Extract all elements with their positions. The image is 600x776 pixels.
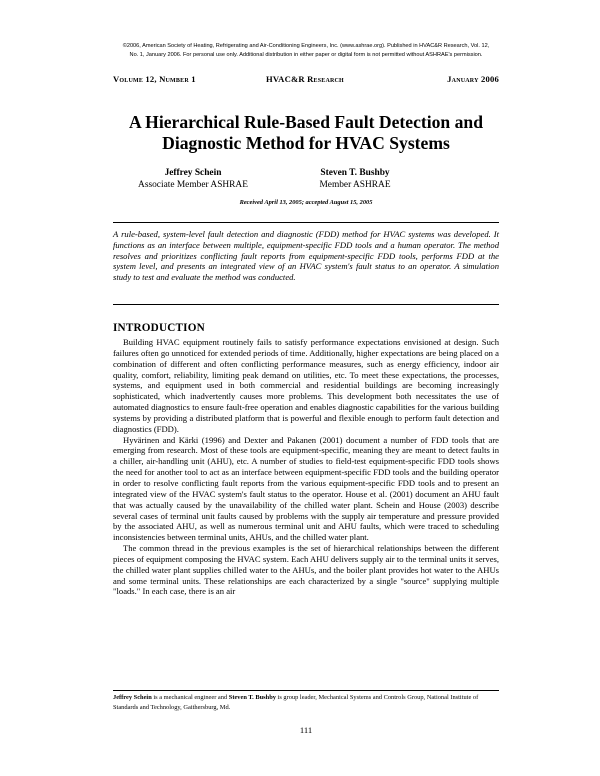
paragraph: Hyvärinen and Kärki (1996) and Dexter and Pakanen (2001) document a number of FDD tools that are emerging from research. Most of these tools are equipment-specific, meaning they are meant to detect faults in a chiller, air-handling unit (AHU), etc. A number of studies to field-test equipment-specific FDD tools shows the need for another tool to act as an interface between equipment-specific FDD tools and the building operator in order to resolve conflicting fault reports from the various equipment-specific FDD tools and to present an integrated view of the HVAC system's fault status to the operator. House et al. (2001) document an AHU fault that was actually caused by the unavailability of the chilled water plant. Schein and House (2003) describe several cases of terminal unit faults caused by problems with the supply air temperature and pressure provided by the associated AHU, as well as numerous terminal unit and AHU faults, which were traced to scheduling inconsistencies between terminal units, AHUs, and the chilled water plant. [113,434,499,543]
footnote-rule [113,690,499,691]
footnote-text-2: is group leader, Mechanical Systems and Controls Group, National Institute of Standards and Technology, Gaithersburg, Md. [113,694,479,711]
page-number: 111 [299,725,313,735]
header-volume: Volume 12, Number 1 [113,74,196,84]
footnote-text-1: is a mechanical engineer and [151,694,229,701]
copyright-notice [113,42,499,60]
copyright-line-1: ©2006, American Society of Heating, Refrigerating and Air-Conditioning Engineers, Inc. (www.ashrae.org). Published in HVAC&R Research, Vol. 12, [122,43,490,49]
copyright-line-2: No. 1, January 2006. For personal use only. Additional distribution in either paper or digital form is not permitted without ASHRAE's permission. [129,52,483,58]
footnote-author-2: Steven T. Bushby [228,694,276,701]
author-name: Jeffrey Schein [164,168,222,178]
abstract-top-rule [113,222,499,223]
author-block-2 [270,167,440,191]
abstract: A rule-based, system-level fault detection and diagnostic (FDD) method for HVAC systems was developed. It functions as an interface between multiple, equipment-specific FDD tools and a human operator. The method resolves and prioritizes conflicting fault reports from equipment-specific FDD tools, performs FDD at the system level, and presents an integrated view of an HVAC system's fault status to an operator. A simulation study to test and evaluate the method was conducted. [113,229,499,283]
introduction-body [113,337,499,597]
author-affiliation: Associate Member ASHRAE [138,180,248,190]
title-line-2: Diagnostic Method for HVAC Systems [162,133,450,153]
header-journal: HVAC&R Research [266,74,344,84]
paragraph: Building HVAC equipment routinely fails to satisfy performance expectations envisioned at design. Such failures often go unnoticed for extended periods of time. Additionally, higher expectations are being placed on a combination of different and often conflicting performance measures, such as energy efficiency, indoor air quality, comfort, reliability, limiting peak demand on utilities, etc. To meet these expectations, the processes, systems, and equipment used in both commercial and residential buildings are becoming increasingly sophisticated, which inadvertently causes more problems. This development both necessitates the use of automated diagnostics to ensure fault-free operation and enables diagnostic capabilities for the various building systems by providing a distributed platform that is powerful and flexible enough to perform fault detection and diagnostics (FDD). [113,337,499,434]
header-date: January 2006 [447,74,499,84]
received-dates: Received April 13, 2005; accepted August 15, 2005 [239,199,373,206]
title-line-1: A Hierarchical Rule-Based Fault Detection and [129,112,483,132]
author-affiliation: Member ASHRAE [319,180,391,190]
author-footnote [113,693,499,712]
author-name: Steven T. Bushby [320,168,390,178]
author-block-1 [108,167,278,191]
paragraph: The common thread in the previous examples is the set of hierarchical relationships between the different pieces of equipment composing the HVAC system. Each AHU delivers supply air to the terminal units it serves, the chilled water plant supplies chilled water to the AHUs, and the boiler plant provides hot water to the AHUs and some terminal units. These relationships are each characterized by a single "source" supplying multiple "loads." In each case, there is an air [113,543,499,597]
section-heading-introduction: INTRODUCTION [113,322,205,334]
footnote-author-1: Jeffrey Schein [113,694,152,701]
abstract-bottom-rule [113,304,499,305]
running-header [113,74,499,86]
paper-title [100,112,512,154]
